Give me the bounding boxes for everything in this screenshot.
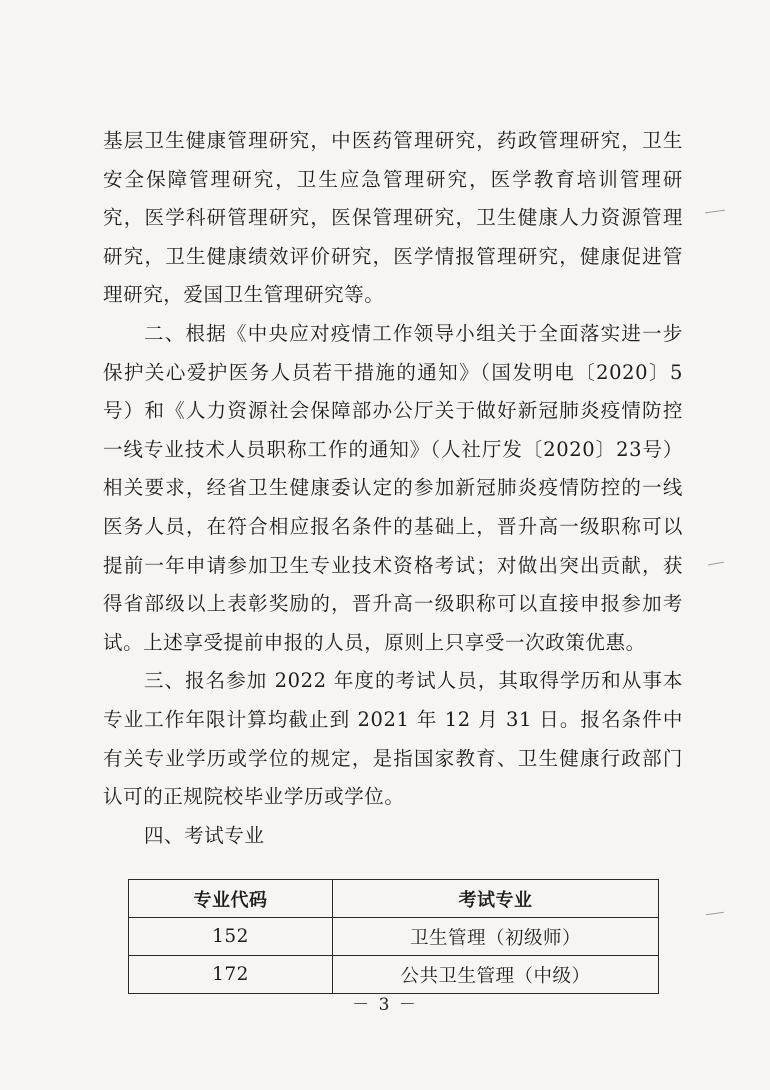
- header-code: 专业代码: [129, 880, 333, 918]
- scan-mark: [705, 210, 725, 214]
- document-body: [103, 122, 683, 855]
- page-number: － 3 －: [352, 995, 418, 1015]
- paragraph-2: 二、根据《中央应对疫情工作领导小组关于全面落实进一步保护关心爱护医务人员若干措施的通知》（国发明电〔2020〕5号）和《人力资源社会保障部办公厅关于做好新冠肺炎疫情防控一线专业技术人员职称工作的通知》（人社厅发〔2020〕23号）相关要求，经省卫生健康委认定的参加新冠肺炎疫情防控的一线医务人员，在符合相应报名条件的基础上，晋升高一级职称可以提前一年申请参加卫生专业技术资格考试；对做出突出贡献，获得省部级以上表彰奖励的，晋升高一级职称可以直接申报参加考试。上述享受提前申报的人员，原则上只享受一次政策优惠。: [103, 321, 683, 654]
- table-row: [129, 956, 659, 994]
- cell-subject: 卫生管理（初级师）: [333, 918, 659, 956]
- section-heading: 四、考试专业: [143, 823, 265, 847]
- header-subject: 考试专业: [333, 880, 659, 918]
- scan-mark: [706, 912, 724, 915]
- paragraph-1: 基层卫生健康管理研究，中医药管理研究，药政管理研究，卫生安全保障管理研究，卫生应急管理研究，医学教育培训管理研究，医学科研管理研究，医保管理研究，卫生健康人力资源管理研究，卫生健康绩效评价研究，医学情报管理研究，健康促进管理研究，爱国卫生管理研究等。: [103, 129, 683, 307]
- table-header-row: [129, 880, 659, 918]
- cell-code: 172: [129, 956, 333, 994]
- table-row: [129, 918, 659, 956]
- exam-subjects-table: [128, 879, 659, 994]
- cell-subject: 公共卫生管理（中级）: [333, 956, 659, 994]
- scan-mark: [708, 562, 724, 566]
- cell-code: 152: [129, 918, 333, 956]
- paragraph-3: 三、报名参加 2022 年度的考试人员，其取得学历和从事本专业工作年限计算均截止到 2021 年 12 月 31 日。报名条件中有关专业学历或学位的规定，是指国家教育、卫生健康行政部门认可的正规院校毕业学历或学位。: [103, 669, 683, 809]
